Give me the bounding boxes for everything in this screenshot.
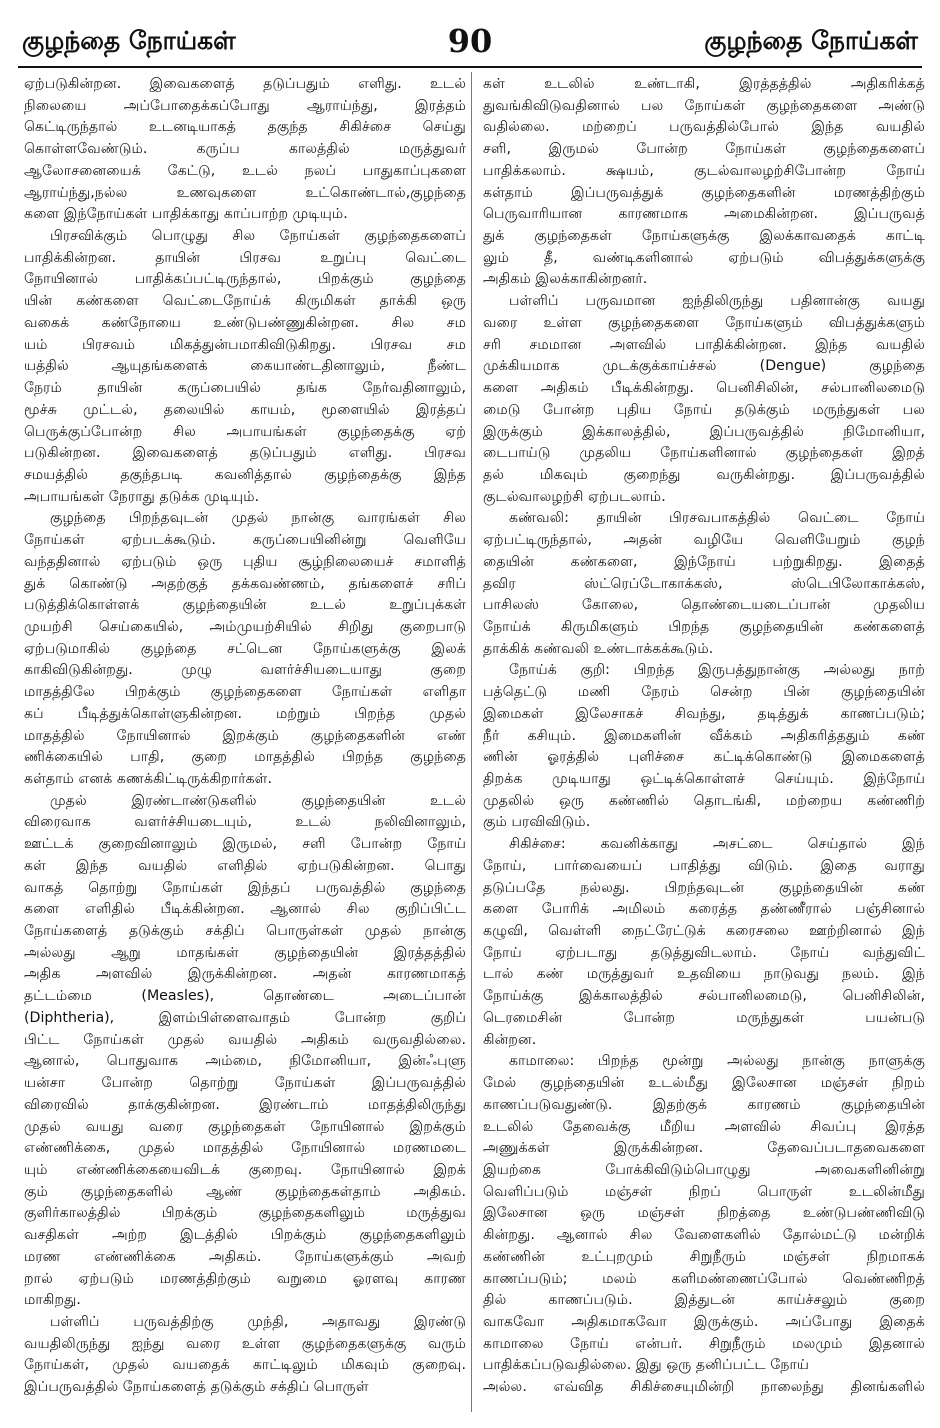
text-line: படுத்திக்கொள்ளக் குழந்தையின் உடல் உறுப்புக்கள்: [24, 597, 466, 614]
text-line: குளிர்காலத்தில் பிறக்கும் குழந்தைகளிலும் மருத்துவ: [24, 1205, 466, 1222]
text-line: வகைக் கண்நோயை உண்டுபண்ணுகின்றன. சில சம: [24, 314, 466, 331]
left-column: [24, 74, 466, 1414]
text-line: வரை உள்ள குழந்தைகளை நோய்களும் விபத்துக்களும்: [483, 314, 925, 331]
text-line: நோய்க்கு இக்காலத்தில் சல்பானிலமைடு, பெனிசிலின்,: [483, 988, 925, 1005]
text-line: நீர் கசியும். இமைகளின் வீக்கம் அதிகரித்ததும் கண்: [483, 727, 925, 744]
page-header: [22, 22, 918, 64]
text-line: அல்லது ஆறு மாதங்கள் குழந்தையின் இரத்தத்தில்: [24, 944, 466, 961]
text-line: அதிக அளவில் இருக்கின்றன. அதன் காரணமாகத்: [24, 966, 466, 983]
text-line: பாதிக்கப்படுவதில்லை. இது ஒரு தனிப்பட்ட நோய்: [483, 1357, 810, 1374]
text-line: துக் குழந்தைகள் நோய்களுக்கு இலக்காவதைக் காட்டி: [483, 228, 925, 245]
text-line: வயதிலிருந்து ஐந்து வரை உள்ள குழந்தைகளுக்கு வரும்: [24, 1335, 466, 1352]
text-line: கின்றது. ஆனால் சில வேளைகளில் தோல்மட்டு மன்றிக்: [483, 1227, 925, 1244]
text-line: வெளிப்படும் மஞ்சள் நிறப் பொருள் உடலின்மீது: [483, 1183, 925, 1200]
text-line: துக் கொண்டு அதற்குத் தக்கவண்ணம், தங்களைச் சரிப்: [24, 575, 466, 592]
running-title-right: குழந்தை நோய்கள்: [704, 26, 918, 55]
text-line: பிரசவிக்கும் பொழுது சில நோய்கள் குழந்தைகளைப்: [50, 228, 466, 245]
text-line: சளி, இருமல் போன்ற நோய்கள் குழந்தைகளைப்: [483, 141, 925, 158]
text-line: மூச்சு முட்டல், தலையில் காயம், மூளையில் இரத்தப்: [24, 401, 466, 418]
text-line: அதிகம் இலக்காகின்றனர்.: [483, 271, 648, 288]
text-line: காமாலை நோய் என்பர். சிறுநீரும் மலமும் இதனால்: [483, 1335, 925, 1352]
text-line: பள்ளிப் பருவமான ஐந்திலிருந்து பதினான்கு வயது: [509, 293, 925, 310]
text-line: பிட்ட நோய்கள் முதல் வயதில் அதிகம் வருவதில்லை.: [24, 1031, 466, 1048]
text-line: கண்வலி: தாயின் பிரசவபாகத்தில் வெட்டை நோய்: [509, 510, 925, 527]
running-title-left: குழந்தை நோய்கள்: [22, 26, 236, 55]
text-line: விரைவாக வளர்ச்சியடையும், உடல் நலிவினாலும்,: [24, 814, 466, 831]
text-line: களை போரிக் அமிலம் கரைத்த தண்ணீரால் பஞ்சினால்: [483, 901, 925, 918]
text-line: நோய் ஏற்படாது தடுத்துவிடலாம். நோய் வந்துவிட்: [483, 944, 925, 961]
text-line: இப்பருவத்தில் நோய்களைத் தடுக்கும் சக்திப் பொருள்: [24, 1379, 369, 1396]
text-line: நோய்க் கிருமிகளும் பிறந்த குழந்தையின் கண்களைத்: [483, 618, 925, 635]
text-line: நோய்க் குறி: பிறந்த இருபத்துநான்கு அல்லது நாற்: [509, 662, 925, 679]
text-line: மாதத்தில் நோயினால் இறக்கும் குழந்தைகளின் எண்: [24, 727, 466, 744]
text-line: பாதிக்கலாம். க்ஷயம், குடல்வாலழற்சிபோன்ற நோய்: [483, 162, 925, 179]
text-line: திறக்க முடியாது ஒட்டிக்கொள்ளச் செய்யும். இந்நோய்: [483, 771, 925, 787]
text-line: டால் கண் மருத்துவர் உதவியை நாடுவது நலம். இந்: [483, 966, 925, 983]
text-line: உடலில் தேவைக்கு மீறிய அளவில் சிவப்பு இரத்த: [483, 1118, 925, 1135]
text-line: கள்தாம் எனக் கணக்கிட்டிருக்கிறார்கள்.: [24, 771, 272, 787]
text-line: மைடு போன்ற புதிய நோய் தடுக்கும் மருந்துகள் பல: [483, 401, 925, 418]
text-line: முதல் வயது வரை குழந்தைகள் நோயினால் இறக்கும்: [24, 1118, 466, 1135]
right-column: [483, 74, 925, 1414]
text-line: சிகிச்சை: கவனிக்காது அசட்டை செய்தால் இந்: [509, 836, 925, 853]
text-line: அணுக்கள் இருக்கின்றன. தேவைப்படாதவைகளை: [483, 1140, 925, 1157]
text-line: பெருக்குப்போன்ற சில அபாயங்கள் குழந்தைக்கு ஏற்: [24, 423, 466, 440]
text-line: கும் பரவிவிடும்.: [483, 814, 591, 831]
text-line: கள் இந்த வயதில் எளிதில் ஏற்படுகின்றன. பொது: [24, 857, 466, 874]
column-divider: [471, 72, 472, 1412]
text-line: பள்ளிப் பருவத்திற்கு முந்தி, அதாவது இரண்டு: [50, 1313, 466, 1330]
text-line: விரைவில் தாக்குகின்றன. இரண்டாம் மாதத்திலிருந்து: [24, 1096, 466, 1113]
text-line: களை இந்நோய்கள் பாதிக்காது காப்பாற்ற முடியும்.: [24, 206, 348, 223]
text-line: துவங்கிவிடுவதினால் பல நோய்கள் குழந்தைகளை அண்டு: [483, 97, 925, 114]
text-line: றால் ஏற்படும் மரணத்திற்கும் வறுமை ஓரளவு காரண: [24, 1270, 466, 1287]
text-line: இலேசான ஒரு மஞ்சள் நிறத்தை உண்டுபண்ணிவிடு: [483, 1205, 925, 1222]
text-line: யன்சா போன்ற தொற்று நோய்கள் இப்பருவத்தில்: [24, 1075, 466, 1092]
text-line: பாசிலஸ் கோலை, தொண்டையடைப்பான் முதலிய: [483, 597, 925, 614]
text-line: இருக்கும் இக்காலத்தில், இப்பருவத்தில் நிமோனியா,: [483, 423, 925, 440]
text-line: கும் குழந்தைகளில் ஆண் குழந்தைகள்தாம் அதிகம்.: [24, 1183, 466, 1200]
text-line: வதில்லை. மற்றைப் பருவத்தில்போல் இந்த வயதில்: [483, 119, 925, 136]
text-line: வாகவோ அதிகமாகவோ இருக்கும். அப்போது இதைக்: [483, 1313, 925, 1330]
text-line: படுகின்றன. இவைகளைத் தடுப்பதும் எளிது. பிரசவ: [24, 445, 466, 462]
text-line: தல் மிகவும் குறைந்து வருகின்றது. இப்பருவத்தில்: [483, 466, 925, 483]
text-line: நேரம் தாயின் கருப்பையில் தங்க நேர்வதினாலும்,: [24, 380, 466, 397]
text-line: ணிக்கையில் பாதி, குறை மாதத்தில் பிறந்த குழந்தை: [24, 749, 466, 766]
page-number: 90: [447, 22, 493, 60]
text-line: கப் பீடித்துக்கொள்ளுகின்றன. மற்றும் பிறந்த முதல்: [24, 705, 466, 722]
text-line: யம் பிரசவம் மிகத்துன்பமாகிவிடுகிறது. பிரசவ சம: [24, 336, 466, 353]
text-line: கின்றன.: [483, 1031, 537, 1048]
text-line: (Diphtheria), இளம்பிள்ளைவாதம் போன்ற குறிப்: [24, 1009, 466, 1026]
text-line: முயற்சி செய்கையில், அம்முயற்சியில் சிறிது குறைபாடு: [24, 618, 466, 635]
text-line: ஏற்படுகின்றன. இவைகளைத் தடுப்பதும் எளிது. உடல்: [24, 76, 466, 92]
header-rule: [18, 66, 922, 68]
text-line: டெரமைசின் போன்ற மருந்துகள் பயன்படு: [483, 1009, 925, 1026]
text-line: நோயினால் பாதிக்கப்பட்டிருந்தால், பிறக்கும் குழந்தை: [24, 271, 466, 288]
text-line: தில் காணப்படும். இத்துடன் காய்ச்சலும் குறை: [483, 1292, 925, 1309]
text-line: வந்ததினால் ஏற்படும் ஒரு புதிய சூழ்நிலையைச் சமாளித்: [24, 553, 466, 570]
text-line: வாகத் தொற்று நோய்கள் இந்தப் பருவத்தில் குழந்தை: [24, 879, 466, 896]
text-line: அபாயங்கள் நேராது தடுக்க முடியும்.: [24, 488, 260, 505]
text-line: குடல்வாலழற்சி ஏற்படலாம்.: [483, 488, 666, 505]
text-line: கள்தாம் இப்பருவத்துக் குழந்தைகளின் மரணத்திற்கும்: [483, 184, 925, 201]
text-line: பத்தெட்டு மணி நேரம் சென்ற பின் குழந்தையின்: [483, 684, 925, 701]
text-line: முதல் இரண்டாண்டுகளில் குழந்தையின் உடல்: [50, 792, 466, 809]
text-line: அல்ல. எவ்வித சிகிச்சையுமின்றி நாலைந்து தினங்களில்: [483, 1379, 925, 1396]
text-line: காமாலை: பிறந்த மூன்று அல்லது நான்கு நாளுக்கு: [509, 1053, 925, 1070]
text-line: தையின் கண்களை, இந்நோய் பற்றுகிறது. இதைத்: [483, 553, 925, 570]
text-line: குழந்தை பிறந்தவுடன் முதல் நான்கு வாரங்கள் சில: [50, 510, 466, 527]
text-line: இமைகள் இலேசாகச் சிவந்து, தடித்துக் காணப்படும்;: [483, 705, 925, 722]
text-line: எண்ணிக்கை, முதல் மாதத்தில் நோயினால் மரணமடை: [24, 1140, 466, 1157]
text-line: முதலில் ஒரு கண்ணில் தொடங்கி, மற்றைய கண்ணிற்: [483, 792, 925, 809]
text-line: நோய்கள், முதல் வயதைக் காட்டிலும் மிகவும் குறைவு.: [24, 1357, 466, 1374]
text-line: சரி சமமான அளவில் பாதிக்கின்றன. இந்த வயதில்: [483, 336, 925, 353]
text-line: டைபாய்டு முதலிய நோய்களினால் குழந்தைகள் இறத்: [483, 445, 925, 462]
text-line: மரண எண்ணிக்கை அதிகம். நோய்களுக்கும் அவற்: [24, 1248, 466, 1265]
text-line: களை எளிதில் பீடிக்கின்றன. ஆனால் சில குறிப்பிட்ட: [24, 901, 466, 918]
text-line: வசதிகள் அற்ற இடத்தில் பிறக்கும் குழந்தைகளிலும்: [24, 1227, 466, 1244]
text-line: நோய், பார்வையைப் பாதித்து விடும். இதை வராது: [483, 857, 925, 874]
text-line: மாகிறது.: [24, 1292, 81, 1309]
text-line: யும் எண்ணிக்கையைவிடக் குறைவு. நோயினால் இறக்: [24, 1161, 466, 1178]
text-line: காணப்படும்; மலம் களிமண்ணைப்போல் வெண்ணிறத்: [483, 1270, 925, 1287]
text-line: நிலையை அப்போதைக்கப்போது ஆராய்ந்து, இரத்தம்: [24, 97, 466, 114]
text-line: காகிவிடுகின்றது. முழு வளர்ச்சியடையாது குறை: [24, 662, 466, 679]
text-line: கள் உடலில் உண்டாகி, இரத்தத்தில் அதிகரிக்கத்: [483, 76, 925, 92]
text-line: ஆனால், பொதுவாக அம்மை, நிமோனியா, இன்ஃபுளு: [24, 1053, 466, 1070]
text-line: ணின் ஓரத்தில் புளிச்சை கட்டிக்கொண்டு இமைகளைத்: [483, 749, 925, 766]
text-line: கழுவி, வெள்ளி நைட்ரேட்டுக் கரைசலை ஊற்றினால் இந்: [483, 923, 925, 940]
text-line: இயற்கை போக்கிவிடும்பொழுது அவைகளினின்று: [483, 1161, 925, 1178]
text-line: களை அதிகம் பீடிக்கின்றது. பெனிசிலின், சல்பானிலமைடு: [483, 380, 925, 397]
text-line: ஆராய்ந்து,நல்ல உணவுகளை உட்கொண்டால்,குழந்தை: [24, 184, 466, 201]
text-line: கொள்ளவேண்டும். கருப்ப காலத்தில் மருத்துவர்: [24, 141, 466, 158]
text-line: பெருவாரியான காரணமாக அமைகின்றன. இப்பருவத்: [483, 206, 925, 223]
text-line: ஏற்பட்டிருந்தால், அதன் வழியே வெளியேறும் குழந்: [483, 532, 925, 549]
text-line: யின் கண்களை வெட்டைநோய்க் கிருமிகள் தாக்கி ஒரு: [24, 293, 466, 310]
text-line: கண்ணின் உட்புறமும் சிறுநீரும் மஞ்சள் நிறமாகக்: [483, 1248, 925, 1265]
text-line: தவிர ஸ்ட்ரெப்டோகாக்கஸ், ஸ்டெபிலோகாக்கஸ்,: [483, 575, 925, 592]
text-line: நோய்களைத் தடுக்கும் சக்திப் பொருள்கள் முதல் நான்கு: [24, 923, 466, 940]
text-line: மேல் குழந்தையின் உடல்மீது இலேசான மஞ்சள் நிறம்: [483, 1075, 925, 1092]
text-line: முக்கியமாக முடக்குக்காய்ச்சல் (Dengue) குழந்தை: [483, 358, 925, 375]
text-line: கெட்டிருந்தால் உடனடியாகத் தகுந்த சிகிச்சை செய்து: [24, 119, 466, 136]
text-line: மாதத்திலே பிறக்கும் குழந்தைகளை நோய்கள் எளிதா: [24, 684, 466, 701]
text-line: ஏற்படுமாகில் குழந்தை சட்டென நோய்களுக்கு இலக்: [24, 640, 466, 657]
text-line: பாதிக்கின்றன. தாயின் பிரசவ உறுப்பு வெட்டை: [24, 249, 466, 266]
text-line: நோய்கள் ஏற்படக்கூடும். கருப்பையினின்று வெளியே: [24, 532, 466, 549]
text-line: லும் தீ, வண்டிகளினால் ஏற்படும் விபத்துக்களுக்கு: [483, 249, 925, 266]
text-line: ஆலோசனையைக் கேட்டு, உடல் நலப் பாதுகாப்புகளை: [24, 162, 466, 179]
text-line: தடுப்பதே நல்லது. பிறந்தவுடன் குழந்தையின் கண்: [483, 879, 925, 896]
text-line: ஊட்டக் குறைவினாலும் இருமல், சளி போன்ற நோய்: [24, 836, 466, 853]
text-line: காணப்படுவதுண்டு. இதற்குக் காரணம் குழந்தையின்: [483, 1096, 925, 1113]
text-line: தாக்கிக் கண்வலி உண்டாக்கக்கூடும்.: [483, 640, 714, 657]
text-line: சமயத்தில் தகுந்தபடி கவனித்தால் குழந்தைக்கு இந்த: [24, 466, 466, 483]
text-line: தட்டம்மை (Measles), தொண்டை அடைப்பான்: [24, 988, 466, 1005]
text-line: யத்தில் ஆயுதங்களைக் கையாண்டதினாலும், நீண்ட: [24, 358, 466, 375]
